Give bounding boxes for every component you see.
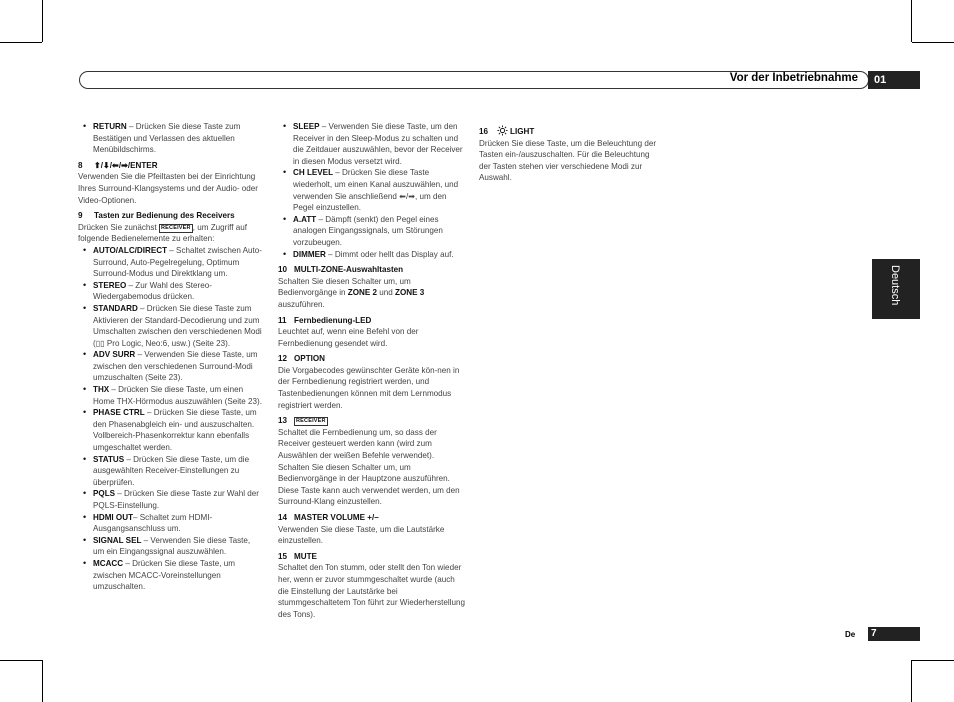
crop-mark [0,660,42,661]
crop-mark [911,0,912,42]
section-number: 13 [278,416,288,426]
list-item [278,214,466,249]
section-title: MUTE [294,551,317,561]
item-text: – Verwenden Sie diese Taste, um den Receiver in den Sleep-Modus zu schalten und die Zeitdauer auszuwählen, bevor der Receiver in diesen Modus versetzt wird. [293,122,463,166]
item-text: – Drücken Sie diese Taste zum Bestätigen und Verlassen des aktuellen Menübildschirms. [93,122,241,155]
item-label: ADV SURR [93,350,136,360]
crop-mark [42,0,43,42]
crop-mark [912,42,954,43]
section-number: 8 [78,160,83,170]
section-number: 15 [278,551,288,561]
section-text: Verwenden Sie die Pfeiltasten bei der Einrichtung Ihres Surround-Klangsystems und der Audio- oder Video-Optionen. [78,172,258,205]
text-run: Schalten Sie diesen Schalter um, um Bedienvorgänge in [278,276,411,298]
crop-mark [912,660,954,661]
item-label: PHASE CTRL [93,408,145,418]
item-label: THX [93,385,110,395]
column-2 [278,121,466,620]
item-label: STEREO [93,280,127,290]
receiver-button-icon: RECEIVER [160,224,191,231]
list-item [278,249,466,261]
item-text: – Verwenden Sie diese Taste, um ein Eingangssignal auszuwählen. [93,535,251,557]
item-label: PQLS [93,489,116,499]
section-number: 11 [278,315,287,325]
item-text: – Drücken Sie diese Taste zum Aktivieren der Standard-Decodierung und zum Umschalten zwischen den verschiedenen Modi (▯▯ Pro Logic, Neo:6, usw.) (Seite 23). [93,303,262,348]
section-heading [278,353,466,365]
section-text: Schaltet die Fernbedienung um, so dass der Receiver gesteuert werden kann (wird zum Auswählen der weißen Befehle verwendet). Schalten Sie diesen Schalter um, um Bedienvorgänge in der Hauptzone auszuführen. Diese Taste kann auch verwendet werden, um den Surround-Klang einzustellen. [278,427,460,507]
text-run: Drücken Sie zunächst [78,222,159,232]
section-heading [278,512,466,524]
list-item [78,349,263,384]
section-text: Verwenden Sie diese Taste, um die Lautstärke einzustellen. [278,524,445,546]
section-text: Schaltet den Ton stumm, oder stellt den Ton wieder her, wenn er zuvor stummgeschaltet wurde (auch die Einstellung der Lautstärke bei stummgeschaltetem Ton führt zur Wiederherstellung des Tons). [278,563,465,619]
section-heading [278,415,466,427]
list-item [78,280,263,303]
section-heading [78,160,263,172]
text-run: und [376,288,395,298]
section-title: Tasten zur Bedienung des Receivers [94,211,235,221]
item-text: – Drücken Sie diese Taste zur Wahl der PQLS-Einstellung. [93,489,260,510]
receiver-button-icon: RECEIVER [296,418,326,425]
list-item [78,535,263,558]
item-label: STANDARD [93,303,138,313]
section-text [78,222,263,245]
controls-list [278,121,466,260]
crop-mark [0,42,42,43]
section-text [278,276,466,311]
list-item [278,167,466,213]
list-item [78,303,263,349]
section-number: 10 [278,265,288,275]
section-title: Fernbedienung-LED [294,315,372,325]
item-label: HDMI OUT [93,512,134,522]
receiver-controls-list [78,245,263,593]
item-text: – Drücken Sie diese Taste, um einen Home THX-Hörmodus auszuwählen (Seite 23). [93,385,262,406]
section-heading [78,210,263,222]
list-item [78,407,263,453]
list-item [78,245,263,280]
item-text: – Drücken Sie diese Taste, um zwischen MCACC-Voreinstellungen umzuschalten. [93,558,235,592]
section-number: 12 [278,354,288,364]
list-item [278,121,466,167]
zone-label: ZONE 3 [395,288,425,298]
section-title: MASTER VOLUME +/– [294,513,379,522]
section-title: MULTI-ZONE-Auswahltasten [294,265,404,275]
column-3 [479,121,661,184]
list-item [78,454,263,489]
list-item [78,121,263,156]
item-label: DIMMER [293,249,326,259]
section-heading [479,125,661,138]
chapter-number: 01 [868,71,920,89]
section-number: 9 [78,211,83,221]
list-item [78,488,263,511]
section-title: LIGHT [510,127,535,136]
item-label: A.ATT [293,214,317,224]
item-label: AUTO/ALC/DIRECT [93,245,168,255]
section-text: Die Vorgabecodes gewünschter Geräte kön-nen in der Fernbedienung registriert werden, und Tastenbedienungen können mit dem Lernmodus registriert werden. [278,365,460,410]
page-title: Vor der Inbetriebnahme [729,72,858,84]
list-item [78,512,263,535]
list-item [78,384,263,407]
item-text: – Schaltet zwischen Auto-Surround, Auto-Pegelregelung, Optimum Surround-Modus und Direktklang um. [93,245,262,279]
section-text: Leuchtet auf, wenn eine Befehl von der Fernbedienung gesendet wird. [278,327,419,348]
section-number: 14 [278,513,288,522]
language-tab-label: Deutsch [889,265,901,306]
item-label: MCACC [93,558,124,568]
section-heading [278,315,466,327]
zone-label: ZONE 2 [347,288,377,298]
text-run: , um Zugriff auf folgende Bedienelemente zu erhalten: [78,222,247,244]
page-number: 7 [868,627,920,641]
item-text: – Drücken Sie diese Taste, um den Phasenabgleich ein- und auszuschalten. Vollbereich-Phasenkorrektur kann ebenfalls umgeschaltet werden. [93,408,257,453]
section-heading [278,551,466,563]
return-list [78,121,263,156]
crop-mark [911,660,912,702]
list-item [78,558,263,593]
item-label: STATUS [93,454,125,464]
section-heading [278,264,466,276]
item-text: – Dämpft (senkt) den Pegel eines analogen Eingangssignals, um Störungen vorzubeugen. [293,214,443,247]
item-label: CH LEVEL [293,168,334,178]
item-text: – Verwenden Sie diese Taste, um zwischen den verschiedenen Surround-Modi umzuschalten (Seite 23). [93,350,258,383]
section-text: Drücken Sie diese Taste, um die Beleuchtung der Tasten ein-/auszuschalten. Für die Beleuchtung der Tasten stehen vier verschiedene Modi zur Auswahl. [479,138,657,183]
item-text: – Drücken Sie diese Taste wiederholt, um einen Kanal auszuwählen, und verwenden Sie anschließend ⬅/➡, um den Pegel einzustellen. [293,168,459,213]
item-text: – Drücken Sie diese Taste, um die ausgewählten Receiver-Einstellungen zu überprüfen. [93,454,250,487]
item-text: – Dimmt oder hellt das Display auf. [325,249,454,259]
item-text: – Schaltet zum HDMI-Ausgangsanschluss um. [93,512,213,534]
item-label: SLEEP [293,122,320,131]
item-label: SIGNAL SEL [93,535,142,545]
text-run: auszuführen. [278,299,325,309]
item-label: RETURN [93,122,127,131]
language-tab [872,259,920,319]
light-icon [497,125,508,136]
crop-mark [42,660,43,702]
column-1 [78,121,263,593]
section-number: 16 [479,127,489,136]
section-title: OPTION [294,354,326,364]
section-title: ⬆/⬇/⬅/➡/ENTER [94,160,158,170]
item-text: – Zur Wahl des Stereo-Wiedergabemodus drücken. [93,280,212,302]
footer-language: De [845,630,856,639]
